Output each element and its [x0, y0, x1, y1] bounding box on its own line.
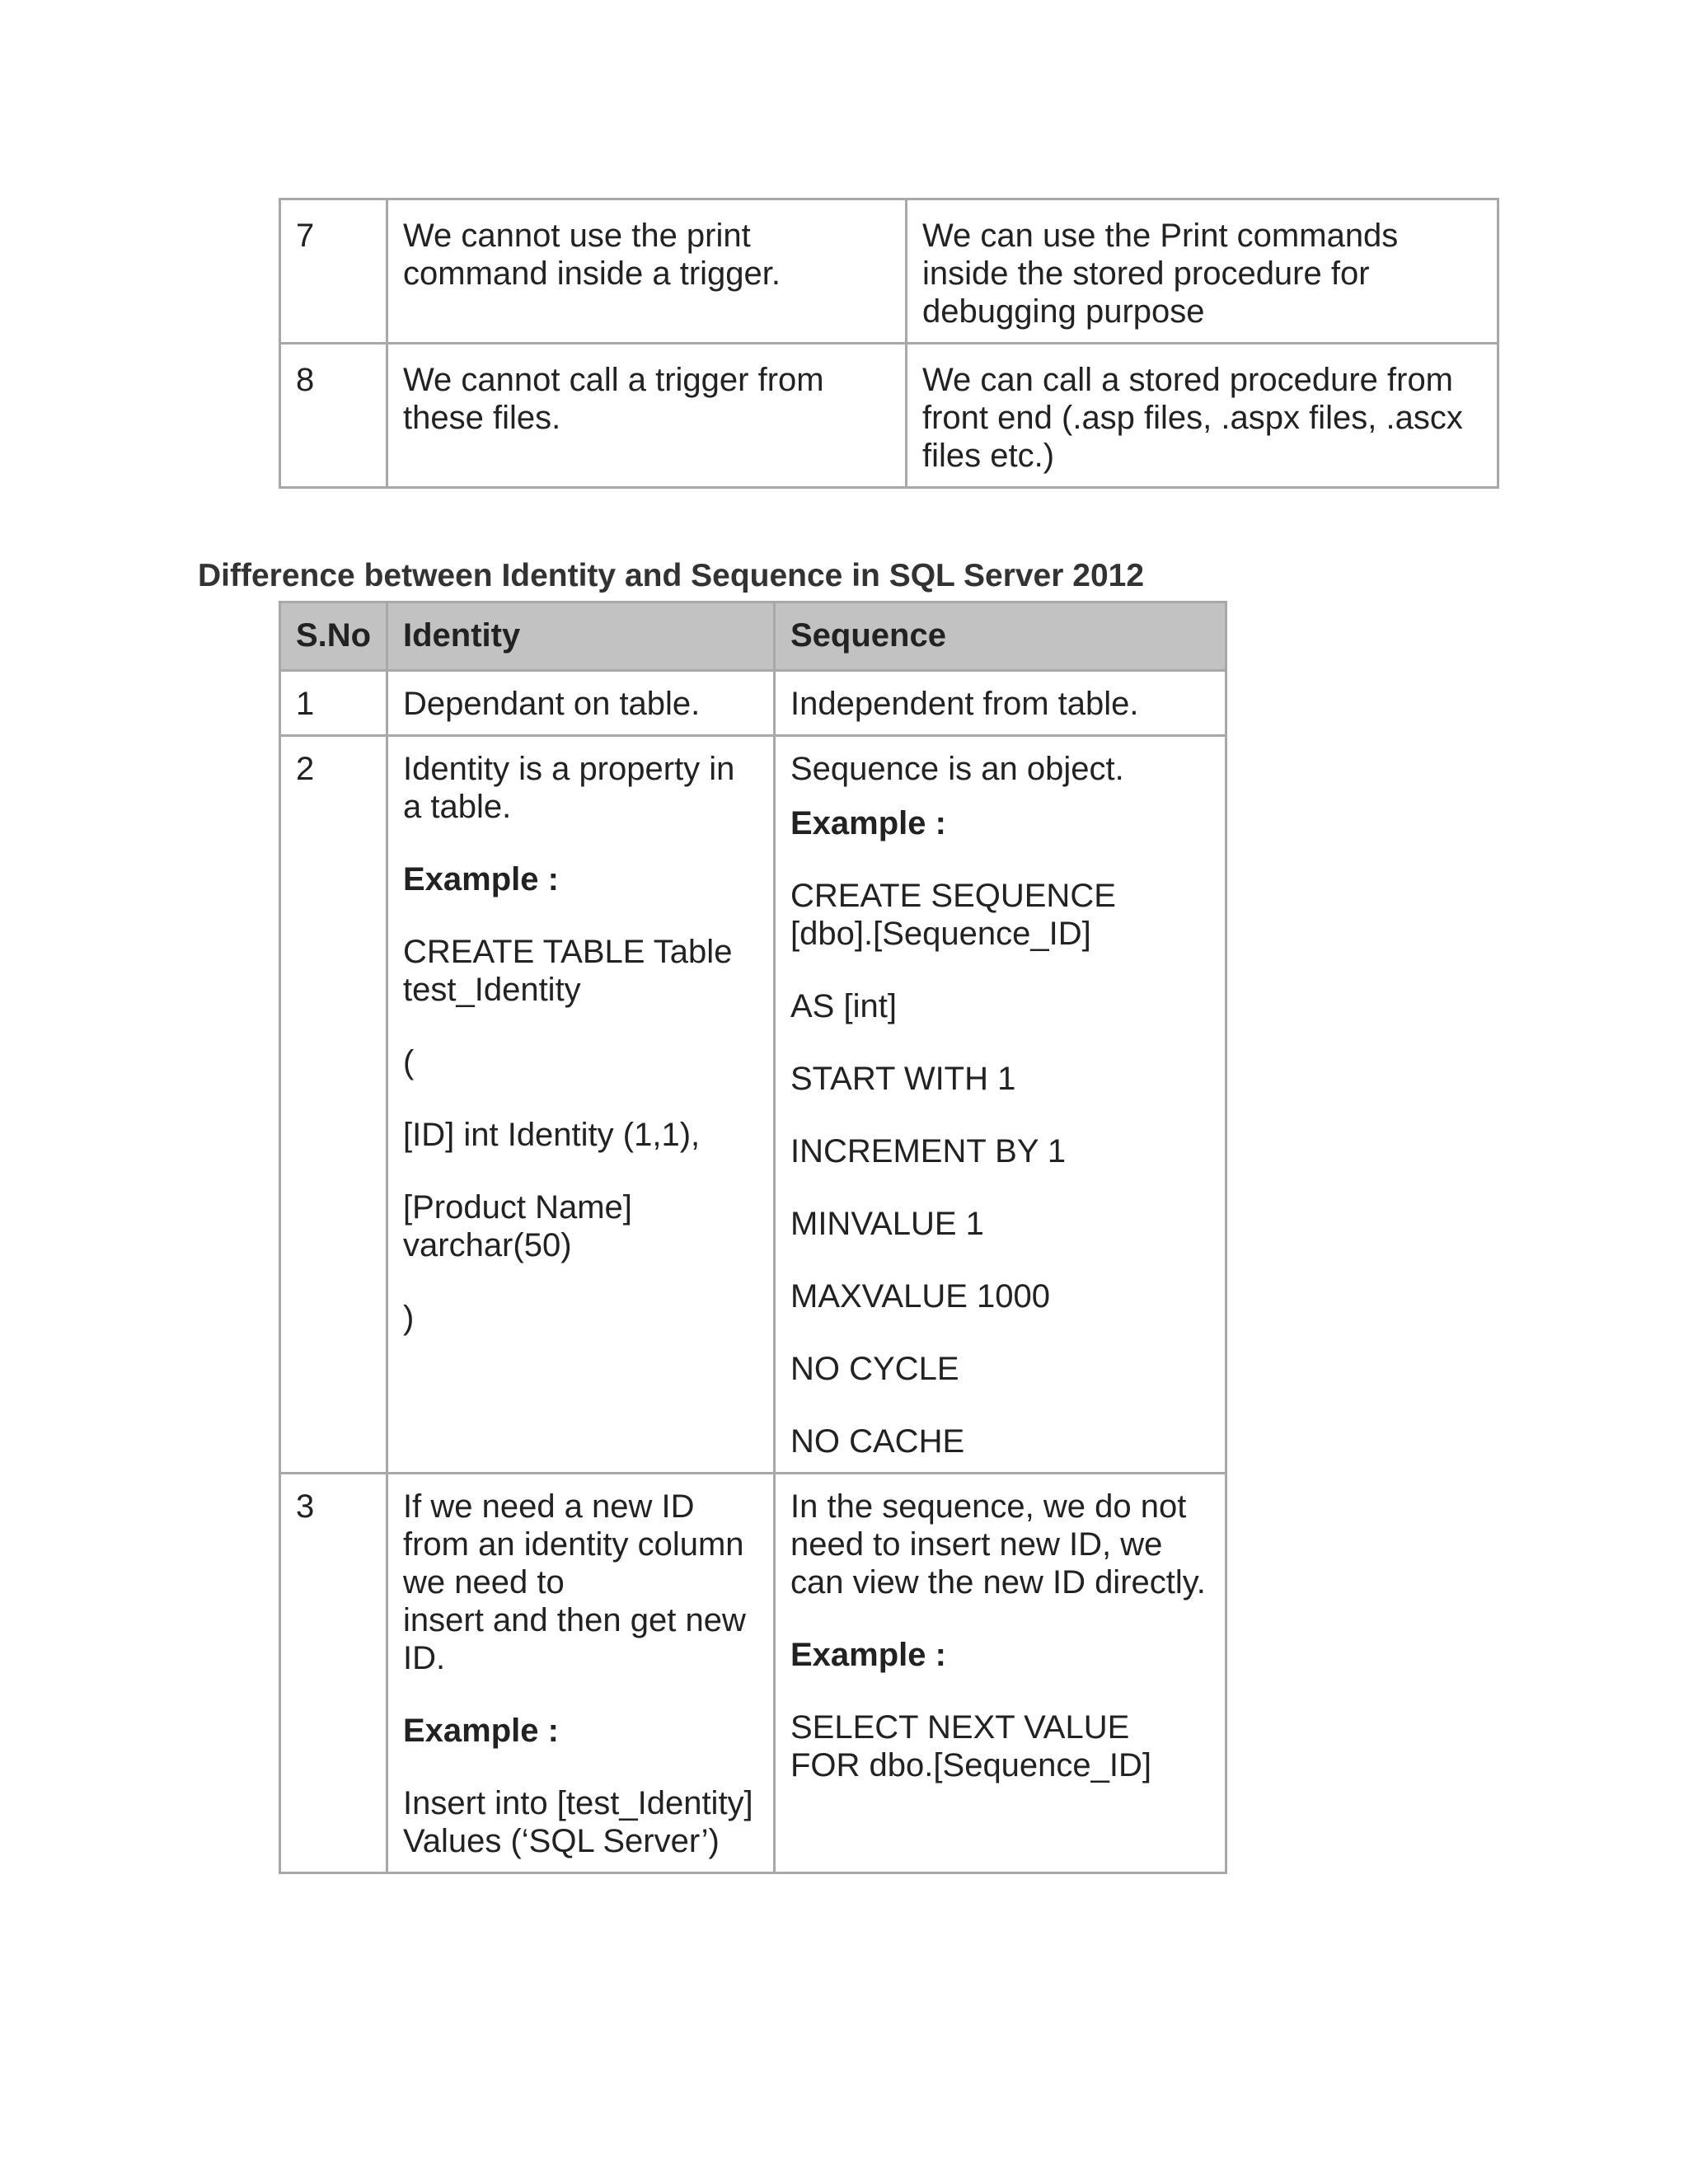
text-line: inside the stored procedure for	[922, 255, 1370, 292]
code-line: FOR dbo.[Sequence_ID]	[790, 1747, 1152, 1783]
sequence-cell: Independent from table.	[775, 671, 1226, 736]
code-line: varchar(50)	[403, 1227, 572, 1263]
code-line: Insert into [test_Identity]	[403, 1785, 753, 1821]
code-line: INCREMENT BY 1	[790, 1133, 1067, 1169]
table-row	[280, 736, 1226, 1474]
procedure-cell	[907, 199, 1498, 344]
row-number: 2	[280, 736, 387, 1474]
code-block	[403, 933, 758, 1009]
text-line: a table.	[403, 789, 512, 825]
code-block	[790, 877, 1210, 953]
code-line: NO CACHE	[790, 1423, 965, 1460]
header-identity: Identity	[387, 602, 775, 671]
sequence-cell	[775, 1474, 1226, 1873]
text-line: We can use the Print commands	[922, 218, 1399, 254]
identity-vs-sequence-table	[279, 601, 1227, 1874]
text-line: from an identity column	[403, 1526, 744, 1563]
code-line: CREATE TABLE Table	[403, 934, 733, 970]
example-label: Example :	[790, 805, 946, 841]
identity-cell: Dependant on table.	[387, 671, 775, 736]
code-line: )	[403, 1300, 415, 1336]
code-block	[790, 1708, 1210, 1784]
row-number: 1	[280, 671, 387, 736]
identity-cell	[387, 1474, 775, 1873]
text-line: insert and then get new	[403, 1602, 746, 1638]
code-block	[403, 1188, 758, 1264]
description	[790, 1488, 1210, 1601]
header-row	[280, 602, 1226, 671]
table-row	[280, 1474, 1226, 1873]
code-block	[790, 1132, 1210, 1170]
text-line: these files.	[403, 400, 561, 436]
code-block	[403, 1116, 758, 1154]
text-line: debugging purpose	[922, 293, 1205, 330]
text-line: front end (.asp files, .aspx files, .ascx	[922, 400, 1463, 436]
text-line: Sequence is an object.	[790, 751, 1124, 787]
code-line: [dbo].[Sequence_ID]	[790, 916, 1091, 952]
code-block	[403, 1043, 758, 1081]
example-label: Example :	[790, 1637, 946, 1673]
code-block	[790, 1422, 1210, 1460]
text-line: ID.	[403, 1640, 446, 1676]
text-line: If we need a new ID	[403, 1488, 695, 1525]
text-line: We cannot call a trigger from	[403, 362, 824, 398]
text-line: can view the new ID directly.	[790, 1564, 1206, 1601]
procedure-cell	[907, 344, 1498, 488]
example-label: Example :	[403, 1713, 559, 1749]
code-line: SELECT NEXT VALUE	[790, 1709, 1130, 1746]
identity-cell	[387, 736, 775, 1474]
description	[790, 750, 1210, 788]
trigger-cell	[387, 199, 907, 344]
row-number: 3	[280, 1474, 387, 1873]
text-line: files etc.)	[922, 438, 1055, 474]
code-line: Values (‘SQL Server’)	[403, 1823, 720, 1859]
code-block	[790, 1060, 1210, 1098]
code-line: AS [int]	[790, 988, 897, 1024]
code-block	[790, 987, 1210, 1025]
text-line: we need to	[403, 1564, 565, 1601]
code-line: (	[403, 1044, 415, 1080]
code-block	[403, 1784, 758, 1860]
code-line: test_Identity	[403, 972, 581, 1008]
section-title: Difference between Identity and Sequence in SQL Server 2012	[198, 558, 1145, 593]
code-line: [ID] int Identity (1,1),	[403, 1117, 701, 1153]
text-line: Identity is a property in	[403, 751, 735, 787]
header-sequence: Sequence	[775, 602, 1226, 671]
row-number: 7	[280, 199, 387, 344]
text-line: command inside a trigger.	[403, 255, 781, 292]
sequence-cell	[775, 736, 1226, 1474]
text-line: We can call a stored procedure from	[922, 362, 1454, 398]
code-block	[790, 1350, 1210, 1388]
code-block	[790, 1277, 1210, 1315]
row-number: 8	[280, 344, 387, 488]
header-sno: S.No	[280, 602, 387, 671]
code-block	[790, 1205, 1210, 1243]
table-row	[280, 199, 1498, 344]
text-line: need to insert new ID, we	[790, 1526, 1163, 1563]
code-line: NO CYCLE	[790, 1351, 959, 1387]
table-row	[280, 344, 1498, 488]
trigger-cell	[387, 344, 907, 488]
code-line: MINVALUE 1	[790, 1206, 984, 1242]
text-line: In the sequence, we do not	[790, 1488, 1187, 1525]
code-line: CREATE SEQUENCE	[790, 878, 1116, 914]
code-line: START WITH 1	[790, 1061, 1016, 1097]
trigger-vs-procedure-table	[279, 198, 1499, 489]
description	[403, 1488, 758, 1677]
code-line: [Product Name]	[403, 1189, 632, 1226]
description	[403, 750, 758, 826]
example-label: Example :	[403, 861, 559, 898]
text-line: We cannot use the print	[403, 218, 751, 254]
code-line: MAXVALUE 1000	[790, 1278, 1050, 1315]
table-row	[280, 671, 1226, 736]
code-block	[403, 1299, 758, 1337]
